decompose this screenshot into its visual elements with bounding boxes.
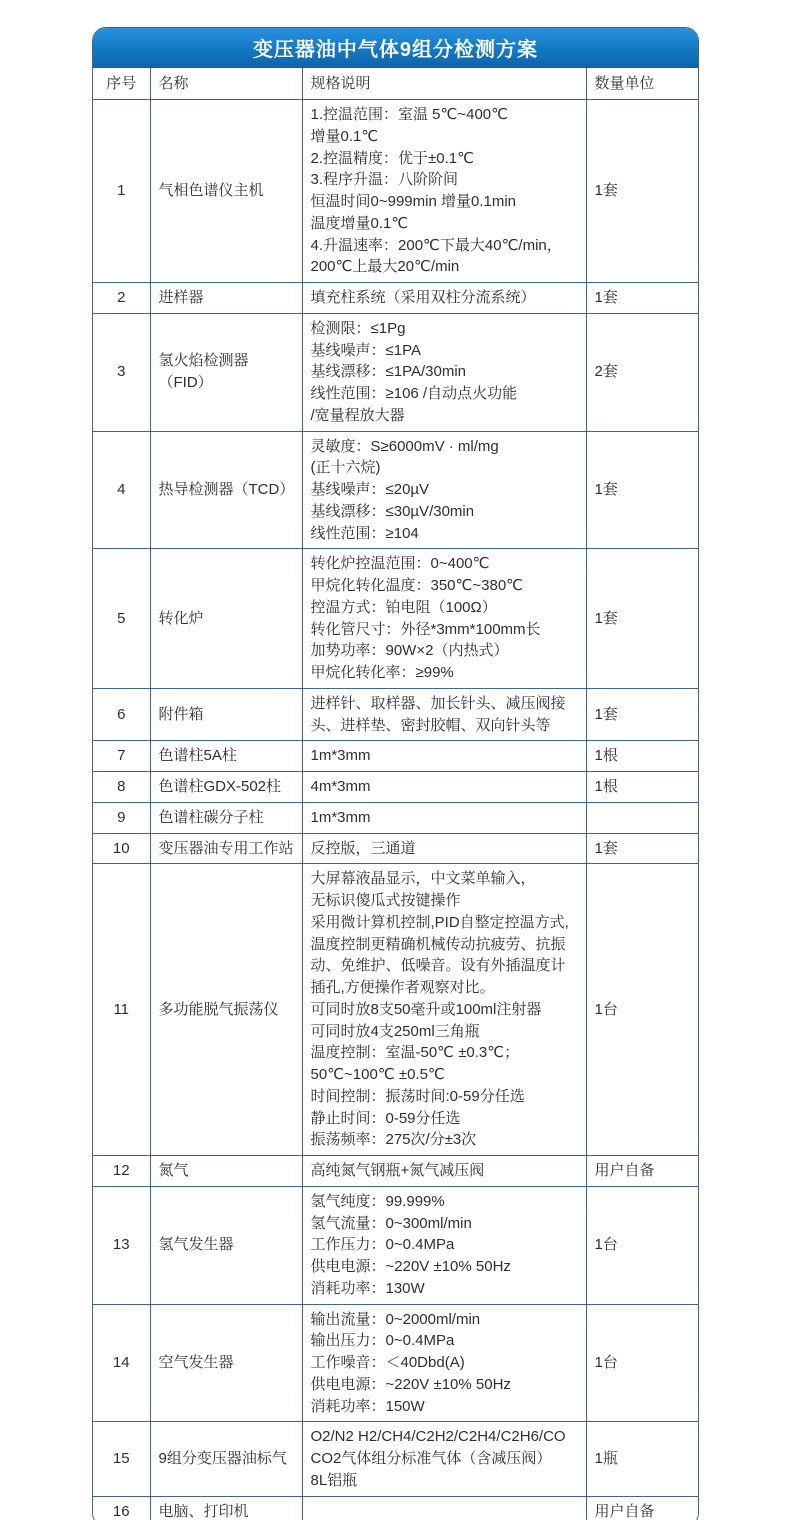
row-spec: 填充柱系统（采用双柱分流系统） <box>302 283 586 314</box>
page-title: 变压器油中气体9组分检测方案 <box>93 28 698 68</box>
row-spec: O2/N2 H2/CH4/C2H2/C2H4/C2H6/CO CO2气体组分标准气体（含减压阀） 8L铝瓶 <box>302 1422 586 1496</box>
table-header-row <box>93 68 699 100</box>
row-spec: 转化炉控温范围：0~400℃ 甲烷化转化温度：350℃~380℃ 控温方式：铂电阻（100Ω） 转化管尺寸：外径*3mm*100mm长 加势功率：90W×2（内热式） 甲烷化转化率：≥99% <box>302 549 586 689</box>
row-spec: 1m*3mm <box>302 741 586 772</box>
row-name: 附件箱 <box>150 688 302 741</box>
column-header-name: 名称 <box>150 68 302 100</box>
row-no: 1 <box>93 100 150 283</box>
row-qty: 1套 <box>586 833 699 864</box>
row-spec: 1m*3mm <box>302 802 586 833</box>
row-qty <box>586 802 699 833</box>
table-row <box>93 1496 699 1520</box>
row-qty: 用户自备 <box>586 1496 699 1520</box>
table-row <box>93 802 699 833</box>
row-qty: 2套 <box>586 313 699 431</box>
row-spec: 检测限：≤1Pg 基线噪声：≤1PA 基线漂移：≤1PA/30min 线性范围：≥106 /自动点火功能 /宽量程放大器 <box>302 313 586 431</box>
table-row <box>93 833 699 864</box>
row-spec <box>302 1496 586 1520</box>
row-no: 8 <box>93 772 150 803</box>
spec-table-card <box>92 27 699 1520</box>
row-no: 15 <box>93 1422 150 1496</box>
table-row <box>93 283 699 314</box>
row-no: 12 <box>93 1156 150 1187</box>
row-name: 9组分变压器油标气 <box>150 1422 302 1496</box>
row-name: 气相色谱仪主机 <box>150 100 302 283</box>
table-row <box>93 1304 699 1422</box>
table-row <box>93 431 699 549</box>
row-spec: 进样针、取样器、加长针头、减压阀接头、进样垫、密封胶帽、双向针头等 <box>302 688 586 741</box>
row-no: 6 <box>93 688 150 741</box>
table-row <box>93 772 699 803</box>
row-name: 氢火焰检测器（FID） <box>150 313 302 431</box>
row-qty: 用户自备 <box>586 1156 699 1187</box>
row-name: 转化炉 <box>150 549 302 689</box>
table-row <box>93 1422 699 1496</box>
table-row <box>93 688 699 741</box>
row-no: 14 <box>93 1304 150 1422</box>
row-qty: 1套 <box>586 688 699 741</box>
row-name: 氮气 <box>150 1156 302 1187</box>
row-name: 热导检测器（TCD） <box>150 431 302 549</box>
row-no: 5 <box>93 549 150 689</box>
row-no: 9 <box>93 802 150 833</box>
column-header-qty: 数量单位 <box>586 68 699 100</box>
row-qty: 1台 <box>586 1186 699 1304</box>
row-spec: 氢气纯度：99.999% 氢气流量：0~300ml/min 工作压力：0~0.4MPa 供电电源：~220V ±10% 50Hz 消耗功率：130W <box>302 1186 586 1304</box>
row-qty: 1瓶 <box>586 1422 699 1496</box>
table-row <box>93 1156 699 1187</box>
row-name: 多功能脱气振荡仪 <box>150 864 302 1156</box>
row-spec: 4m*3mm <box>302 772 586 803</box>
row-qty: 1台 <box>586 864 699 1156</box>
table-row <box>93 100 699 283</box>
row-name: 色谱柱碳分子柱 <box>150 802 302 833</box>
row-qty: 1根 <box>586 772 699 803</box>
row-spec: 反控版，三通道 <box>302 833 586 864</box>
row-no: 7 <box>93 741 150 772</box>
row-name: 色谱柱5A柱 <box>150 741 302 772</box>
table-row <box>93 741 699 772</box>
row-qty: 1套 <box>586 100 699 283</box>
row-no: 13 <box>93 1186 150 1304</box>
row-spec: 大屏幕液晶显示，中文菜单输入， 无标识傻瓜式按键操作 采用微计算机控制,PID自整定控温方式,温度控制更精确机械传动抗疲劳、抗振动、免维护、低噪音。设有外插温度计插孔,方便操作者观察对比。 可同时放8支50毫升或100ml注射器 可同时放4支250ml三角瓶 温度控制：室温-50℃ ±0.3℃； 50℃~100℃ ±0.5℃ 时间控制：振荡时间:0-59分任选 静止时间：0-59分任选 振荡频率：275次/分±3次 <box>302 864 586 1156</box>
row-qty: 1套 <box>586 283 699 314</box>
table-row <box>93 313 699 431</box>
row-no: 4 <box>93 431 150 549</box>
row-name: 进样器 <box>150 283 302 314</box>
table-row <box>93 864 699 1156</box>
row-no: 3 <box>93 313 150 431</box>
row-no: 10 <box>93 833 150 864</box>
column-header-no: 序号 <box>93 68 150 100</box>
row-name: 空气发生器 <box>150 1304 302 1422</box>
table-row <box>93 549 699 689</box>
row-no: 11 <box>93 864 150 1156</box>
row-spec: 输出流量：0~2000ml/min 输出压力：0~0.4MPa 工作噪音：＜40Dbd(A) 供电电源：~220V ±10% 50Hz 消耗功率：150W <box>302 1304 586 1422</box>
row-no: 16 <box>93 1496 150 1520</box>
row-name: 电脑、打印机 <box>150 1496 302 1520</box>
row-qty: 1套 <box>586 431 699 549</box>
row-spec: 灵敏度：S≥6000mV · ml/mg (正十六烷) 基线噪声：≤20µV 基线漂移：≤30µV/30min 线性范围：≥104 <box>302 431 586 549</box>
row-no: 2 <box>93 283 150 314</box>
spec-table <box>93 68 699 1520</box>
column-header-spec: 规格说明 <box>302 68 586 100</box>
table-row <box>93 1186 699 1304</box>
row-qty: 1套 <box>586 549 699 689</box>
row-name: 色谱柱GDX-502柱 <box>150 772 302 803</box>
row-spec: 高纯氮气钢瓶+氮气减压阀 <box>302 1156 586 1187</box>
row-qty: 1台 <box>586 1304 699 1422</box>
row-name: 氢气发生器 <box>150 1186 302 1304</box>
row-spec: 1.控温范围：室温 5℃~400℃ 增量0.1℃ 2.控温精度：优于±0.1℃ 3.程序升温：八阶阶间 恒温时间0~999min 增量0.1min 温度增量0.1℃ 4.升温速率：200℃下最大40℃/min， 200℃上最大20℃/min <box>302 100 586 283</box>
row-qty: 1根 <box>586 741 699 772</box>
row-name: 变压器油专用工作站 <box>150 833 302 864</box>
